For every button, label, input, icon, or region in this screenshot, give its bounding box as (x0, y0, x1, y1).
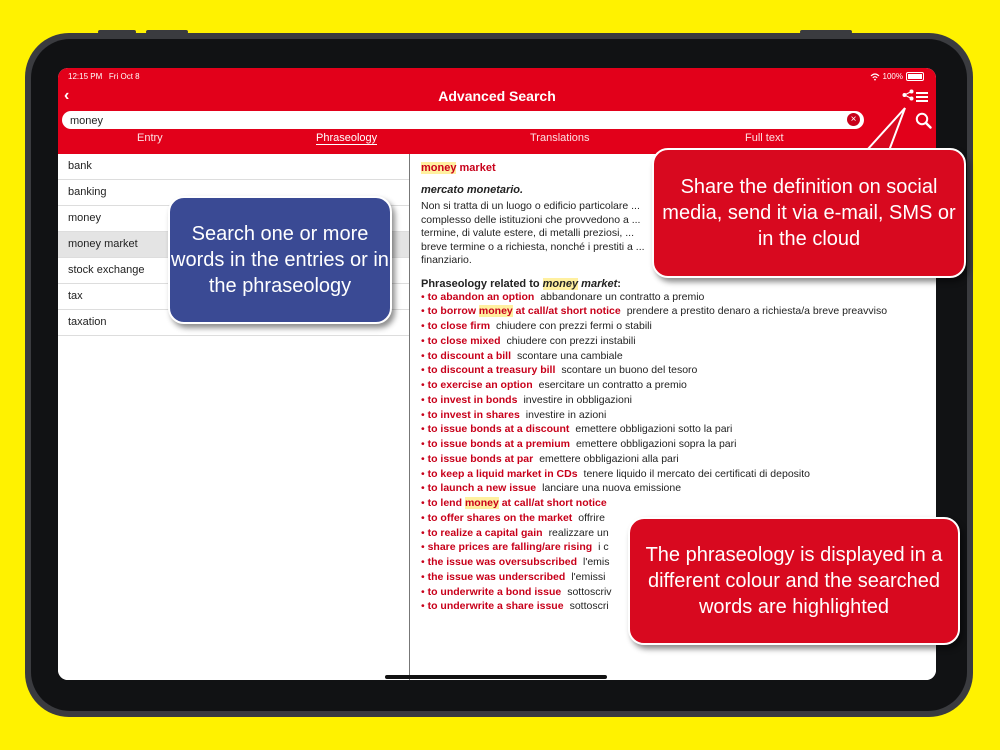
phrase-translation: tenere liquido il mercato dei certificati di deposito (583, 467, 810, 480)
phraseology-term-rest: market (578, 277, 618, 290)
bullet: • (421, 556, 428, 568)
phrase-term-pre: to issue bonds at a premium (427, 438, 570, 450)
status-time: 12:15 PM (68, 72, 103, 81)
phrase-term-pre: to invest in shares (427, 408, 520, 421)
phrase-term-pre: to invest in bonds (427, 393, 518, 406)
battery-percent: 100% (882, 72, 903, 81)
bullet: • (421, 305, 428, 318)
phrase-term-pre: to abandon an option (427, 290, 535, 303)
phrase-term-highlight: money (478, 305, 513, 318)
phrase-translation: chiudere con prezzi instabili (506, 334, 636, 347)
phrase-term-pre: share prices are falling/are rising (427, 541, 593, 554)
bullet: • (421, 497, 428, 509)
bullet: • (421, 482, 428, 495)
chevron-left-icon: ‹ (64, 87, 70, 104)
list-item-selected[interactable]: money market (58, 232, 409, 258)
page-title: Advanced Search (438, 88, 556, 104)
bullet: • (421, 541, 428, 554)
bullet: • (421, 408, 428, 421)
phrase-term-pre: to issue bonds at a discount (427, 423, 570, 436)
phrase-term-pre: to borrow (427, 305, 479, 318)
bullet: • (421, 600, 428, 613)
bullet: • (421, 349, 428, 362)
search-callout (168, 196, 392, 324)
bullet: • (421, 452, 428, 465)
phrase-term-post: at call/at short notice (498, 497, 607, 509)
phrase-term-pre: the issue was oversubscribed (427, 556, 577, 568)
phraseology-callout-text: The phraseology is displayed in a different colour and the searched words are highlighted (645, 544, 943, 618)
phrase-term-pre: to close mixed (427, 334, 501, 347)
headword-rest: market (456, 162, 496, 174)
entry-definition: Non si tratta di un luogo o edificio particolare ... complesso delle istituzioni che provvedono a ... termine, di valute estere, di metalli preziosi, ... breve termine o a richiesta, nonché i prestiti a ... finanziario. (421, 200, 645, 266)
phrase-translation: prendere a prestito denaro a richiesta/a breve preavviso (626, 305, 888, 318)
bullet: • (421, 379, 428, 391)
phrase-term-pre: to discount a bill (427, 349, 512, 362)
phrase-term-pre: to underwrite a share issue (427, 600, 564, 613)
phrase-translation: realizzare un (548, 526, 609, 539)
phrase-term-pre: to underwrite a bond issue (427, 585, 562, 598)
phraseology-label: Phraseology related to (421, 277, 540, 290)
phrase-translation: esercitare un contratto a premio (538, 379, 687, 391)
phrase-term-pre: to close firm (427, 320, 491, 332)
phrase-translation: emettere obbligazioni sotto la pari (575, 423, 733, 436)
bullet: • (421, 467, 428, 480)
phrase-translation: i c (598, 541, 609, 554)
phrase-translation: sottoscriv (567, 585, 612, 598)
bullet: • (421, 423, 428, 436)
entry-translation: mercato monetario. (421, 184, 524, 196)
headword-highlight: money (421, 162, 457, 174)
phrase-translation: scontare un buono del tesoro (561, 364, 698, 377)
phrase-term-pre: to issue bonds at par (427, 452, 534, 465)
bullet: • (421, 585, 428, 598)
tab-translations[interactable]: Translations (530, 132, 590, 144)
bullet: • (421, 320, 428, 332)
close-icon: × (850, 114, 857, 125)
bullet: • (421, 393, 428, 406)
phrase-term-highlight: money (464, 497, 499, 509)
phrase-translation: offrire (578, 511, 605, 524)
phrase-term-pre: to keep a liquid market in CDs (427, 467, 578, 480)
status-date: Fri Oct 8 (108, 72, 140, 81)
bullet: • (421, 334, 428, 347)
bullet: • (421, 511, 428, 524)
phrase-term-pre: the issue was underscribed (427, 570, 566, 583)
phrase-term-pre: to launch a new issue (427, 482, 537, 495)
bullet: • (421, 364, 428, 377)
phrase-term-pre: to discount a treasury bill (427, 364, 556, 377)
search-callout-text: Search one or more words in the entries or in the phraseology (171, 223, 389, 297)
tab-full-text[interactable]: Full text (745, 132, 784, 144)
phrase-translation: l'emissi (571, 570, 606, 583)
phrase-term-post: at call/at short notice (512, 305, 621, 318)
bullet: • (421, 570, 428, 583)
phrase-translation: l'emis (583, 556, 610, 568)
tab-entry[interactable]: Entry (137, 132, 163, 144)
list-item[interactable]: stock exchange (58, 258, 409, 284)
phrase-term-pre: to lend (427, 497, 465, 509)
bullet: • (421, 290, 428, 303)
share-callout (652, 148, 966, 278)
phraseology-colon: : (617, 277, 621, 290)
phraseology-term-highlight: money (542, 277, 579, 290)
list-item[interactable]: taxation (58, 310, 409, 336)
phrase-translation: investire in obbligazioni (523, 393, 633, 406)
list-item[interactable]: money (58, 206, 409, 232)
phrase-term-pre: to exercise an option (427, 379, 533, 391)
phrase-translation: sottoscri (569, 600, 609, 613)
bullet: • (421, 526, 428, 539)
bullet: • (421, 438, 428, 450)
phrase-translation: emettere obbligazioni alla pari (539, 452, 679, 465)
phrase-term-pre: to realize a capital gain (427, 526, 543, 539)
phrase-translation: emettere obbligazioni sopra la pari (575, 438, 737, 450)
share-callout-text: Share the definition on social media, send it via e-mail, SMS or in the cloud (662, 176, 956, 250)
phrase-translation: investire in azioni (525, 408, 607, 421)
tab-phraseology[interactable]: Phraseology (316, 132, 378, 144)
phrase-translation: abbandonare un contratto a premio (540, 290, 705, 303)
list-item[interactable]: bank (58, 154, 409, 180)
phrase-translation: lanciare una nuova emissione (542, 482, 682, 495)
list-item[interactable]: tax (58, 284, 409, 310)
list-item[interactable]: banking (58, 180, 409, 206)
phrase-translation: chiudere con prezzi fermi o stabili (496, 320, 652, 332)
phrase-translation: scontare una cambiale (517, 349, 623, 362)
phrase-term-pre: to offer shares on the market (427, 511, 573, 524)
phraseology-callout (628, 517, 960, 645)
